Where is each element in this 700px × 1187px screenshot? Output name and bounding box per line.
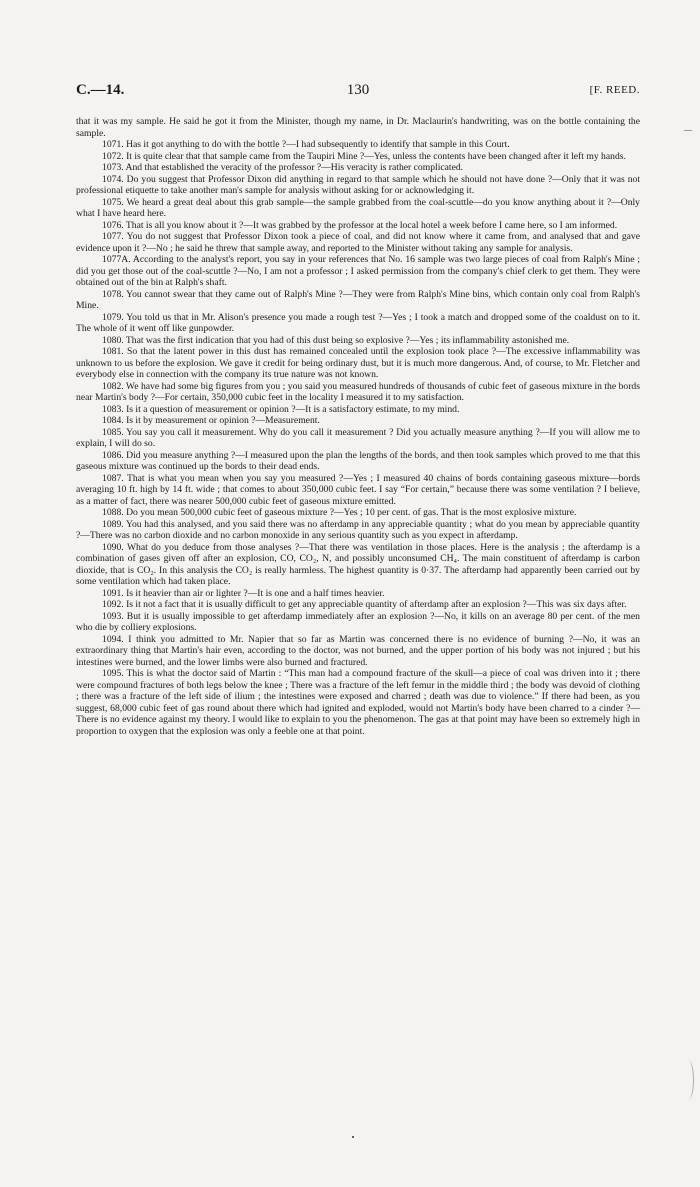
page-number: 130 (346, 82, 370, 98)
paragraph-1074: 1074. Do you suggest that Professor Dixon did anything in regard to that sample which he should not have done ?—Only that it was not professional etiquette to take another man's sample for analysis without asking for or acknowledging it. (76, 173, 640, 196)
paragraph-1080: 1080. That was the first indication that you had of this dust being so explosive ?—Yes ; its inflammability astonished me. (102, 334, 570, 346)
footer-dot (352, 1136, 354, 1138)
document-body (76, 116, 640, 737)
paragraph-1095: 1095. This is what the doctor said of Martin : “This man had a compound fracture of the skull—a piece of coal was driven into it ; there were compound fractures of both legs below the knee ; There was a fracture of the left femur in the middle third ; the body was devoid of clothing ; there was a fracture of the left side of ilium ; the intestines were exposed and charred ; death was due to violence.” If there had been, as you suggest, 68,000 cubic feet of gas round about there which had ignited and exploded, would not Martin's body have been charred to a cinder ?—There is no evidence against my theory. I would like to explain to you the phenomenon. The gas at that point may have been so extremely high in proportion to oxygen that the explosion was only a feeble one at that point. (76, 668, 640, 737)
paragraph-1084: 1084. Is it by measurement or opinion ?—Measurement. (102, 415, 320, 426)
paragraph-1090: 1090. What do you deduce from those analyses ?—That there was ventilation in those places. Here is the analysis ; the afterdamp is a combination of gases given off after an explosion, CO, CO₂, N, and possibly unconsumed CH₄. The main constituent of afterdamp is carbon dioxide, that is CO₂. In this analysis the CO₂ is really harmless. The highest quantity is 0·37. The afterdamp had apparently been carried out by some ventilation which had taken place. (76, 541, 640, 587)
paragraph-1073: 1073. And that established the veracity of the professor ?—His veracity is rather complicated. (102, 162, 464, 173)
paragraph-continuation: that it was my sample. He said he got it from the Minister, though my name, in Dr. Maclaurin's handwriting, was on the bottle containing the sample. (76, 116, 640, 139)
paragraph-1071: 1071. Has it got anything to do with the bottle ?—I had subsequently to identify that sample in this Court. (102, 139, 510, 150)
report-code: C.—14. (76, 82, 125, 98)
paragraph-1078: 1078. You cannot swear that they came out of Ralph's Mine ?—They were from Ralph's Mine bins, which contain only coal from Ralph's Mine. (76, 288, 640, 311)
page-header (76, 82, 640, 102)
paragraph-1087: 1087. That is what you mean when you say you measured ?—Yes ; I measured 40 chains of bords containing gaseous mixture—bords averaging 10 ft. high by 14 ft. wide ; that comes to about 350,000 cubic feet. I say “For certain,” because there was some ventilation ? I believe, as a matter of fact, there was nearer 500,000 cubic feet of gaseous mixture emitted. (76, 472, 640, 507)
paragraph-1072: 1072. It is quite clear that that sample came from the Taupiri Mine ?—Yes, unless the contents have been changed after it left my hands. (102, 150, 626, 162)
paragraph-1085: 1085. You say you call it measurement. Why do you call it measurement ? Did you actually measure anything ?—If you will allow me to explain, I will do so. (76, 426, 640, 449)
paragraph-1077a: 1077A. According to the analyst's report, you say in your references that No. 16 sample was two large pieces of coal from Ralph's Mine ; did you get those out of the coal-scuttle ?—No, I am not a professor ; I asked permission from the company's chief clerk to get them. They were obtained out of the bin at Ralph's shaft. (76, 254, 640, 288)
witness-name: [F. REED. (589, 84, 640, 96)
paragraph-1077: 1077. You do not suggest that Professor Dixon took a piece of coal, and did not know where it came from, and analysed that and gave evidence upon it ?—No ; he said he threw that sample away, and reported to the Minister without taking any sample for analysis. (76, 231, 640, 254)
paragraph-1091: 1091. Is it heavier than air or lighter ?—It is one and a half times heavier. (102, 587, 385, 599)
paragraph-1076: 1076. That is all you know about it ?—It was grabbed by the professor at the local hotel a week before I came here, so I am informed. (102, 219, 618, 231)
paragraph-1081: 1081. So that the latent power in this dust has remained concealed until the explosion took place ?—The excessive inflammability was unknown to us before the explosion. We gave it credit for being ordinary dust, but it is much more dangerous. And, of course, to Mr. Fletcher and everybody else in connection with the company its true nature was not known. (76, 346, 640, 380)
scan-artifact (683, 1060, 694, 1100)
paragraph-1079: 1079. You told us that in Mr. Alison's presence you made a rough test ?—Yes ; I took a match and dropped some of the coaldust on to it. The whole of it went off like gunpowder. (76, 311, 640, 334)
paragraph-1093: 1093. But it is usually impossible to get afterdamp immediately after an explosion ?—No, it kills on an average 80 per cent. of the men who die by colliery explosions. (76, 610, 640, 633)
paragraph-1075: 1075. We heard a great deal about this grab sample—the sample grabbed from the coal-scuttle—do you know anything about it ?—Only what I have heard here. (76, 196, 640, 219)
paragraph-1082: 1082. We have had some big figures from you ; you said you measured hundreds of thousands of cubic feet of gaseous mixture in the bords near Martin's body ?—For certain, 350,000 cubic feet in the locality I measured it to my satisfaction. (76, 380, 640, 403)
paragraph-1083: 1083. Is it a question of measurement or opinion ?—It is a satisfactory estimate, to my mind. (102, 403, 460, 415)
paragraph-1094: 1094. I think you admitted to Mr. Napier that so far as Martin was concerned there is no evidence of burning ?—No, it was an extraordinary thing that Martin's hair even, according to the doctor, was not burned, and the upper portion of his body was not injured ; but his intestines were burned, and the lower limbs were also burned and fractured. (76, 633, 640, 668)
paragraph-1088: 1088. Do you mean 500,000 cubic feet of gaseous mixture ?—Yes ; 10 per cent. of gas. That is the most explosive mixture. (102, 507, 577, 518)
paragraph-1089: 1089. You had this analysed, and you said there was no afterdamp in any appreciable quantity ; what do you mean by appreciable quantity ?—There was no carbon dioxide and no carbon monoxide in any serious quantity such as you expect in afterdamp. (76, 518, 640, 541)
paragraph-1092: 1092. Is it not a fact that it is usually difficult to get any appreciable quantity of afterdamp after an explosion ?—This was six days after. (102, 599, 627, 610)
margin-mark (684, 130, 692, 131)
paragraph-1086: 1086. Did you measure anything ?—I measured upon the plan the lengths of the bords, and then took samples which proved to me that this gaseous mixture was continued up the bords to their dead ends. (76, 449, 640, 472)
